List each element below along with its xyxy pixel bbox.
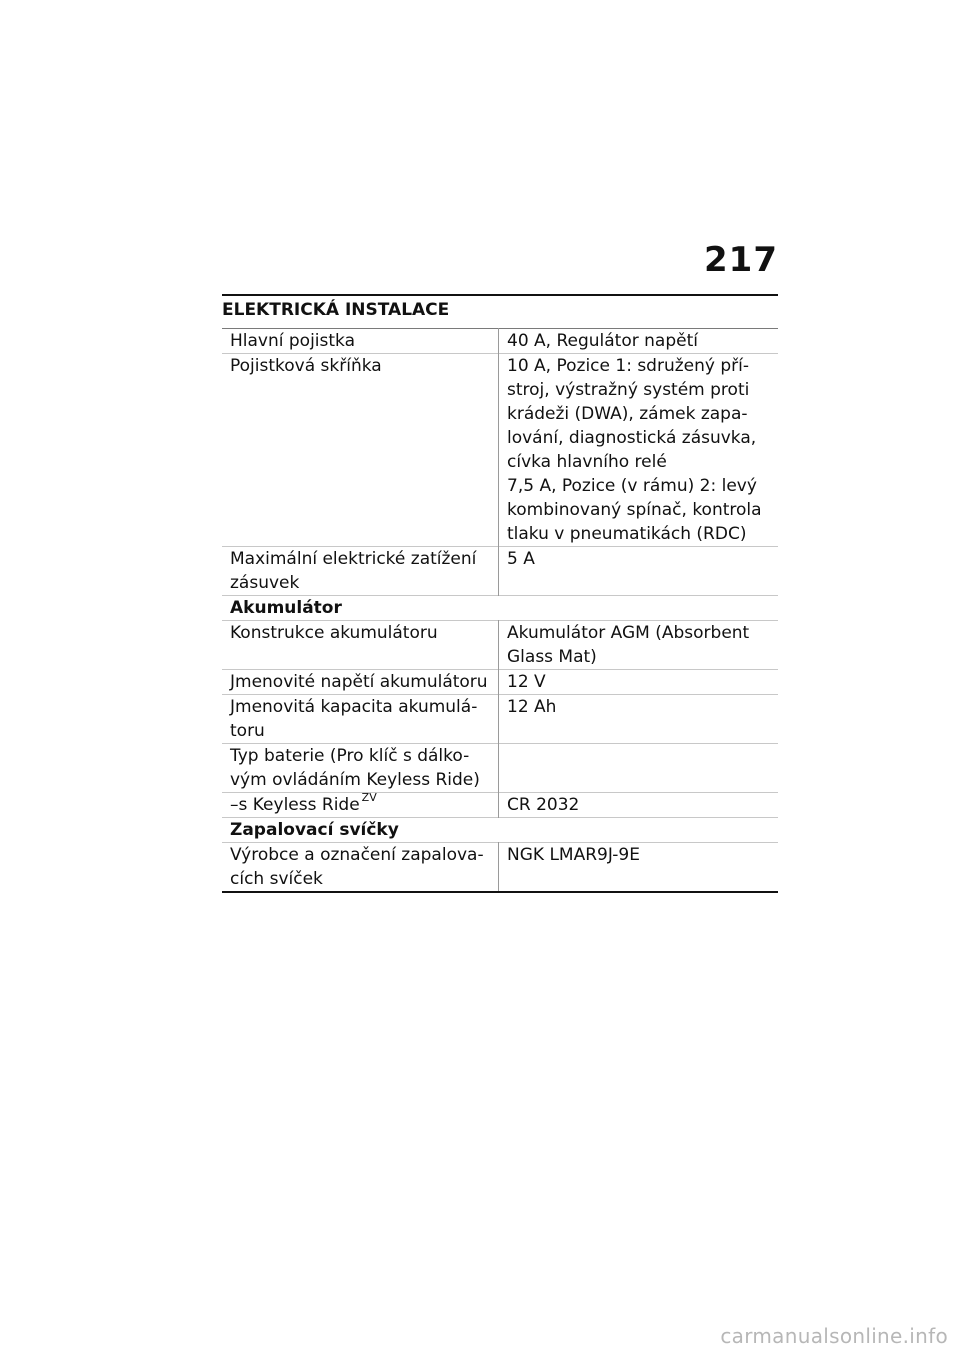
label-text: –s Keyless Ride — [230, 795, 360, 815]
row-label — [222, 695, 499, 744]
page-number: 217 — [704, 240, 778, 280]
row-value: CR 2032 — [499, 793, 779, 818]
group-heading: Akumulátor — [222, 596, 778, 621]
label-line: Jmenovitá kapacita akumulá- — [230, 697, 478, 717]
label-line: cích svíček — [230, 869, 323, 889]
row-label: Hlavní pojistka — [222, 329, 499, 354]
row-label: Jmenovité napětí akumulátoru — [222, 670, 499, 695]
row-value: NGK LMAR9J-9E — [499, 843, 779, 893]
watermark: carmanualsonline.info — [720, 1324, 948, 1348]
table-row-main-fuse — [222, 329, 778, 354]
table-row-spark-plug — [222, 843, 778, 893]
value-line: 7,5 A, Pozice (v rámu) 2: levý — [507, 476, 757, 496]
table-row-fuse-box — [222, 354, 778, 547]
table-row-battery-voltage — [222, 670, 778, 695]
value-line: 10 A, Pozice 1: sdružený pří- — [507, 356, 749, 376]
table-row-key-battery — [222, 744, 778, 793]
row-label — [222, 744, 499, 793]
table-row-keyless — [222, 793, 778, 818]
row-value: 40 A, Regulátor napětí — [499, 329, 779, 354]
table-group-battery — [222, 596, 778, 621]
table-row-battery-capacity — [222, 695, 778, 744]
row-value: 12 Ah — [499, 695, 779, 744]
label-superscript: ZV — [361, 791, 377, 805]
section-title: ELEKTRICKÁ INSTALACE — [222, 300, 450, 320]
label-line: zásuvek — [230, 573, 300, 593]
row-label: Pojistková skříňka — [222, 354, 499, 547]
row-label: Konstrukce akumulátoru — [222, 621, 499, 670]
row-label — [222, 843, 499, 893]
row-label — [222, 547, 499, 596]
value-line: krádeži (DWA), zámek zapa- — [507, 404, 748, 424]
row-value: 12 V — [499, 670, 779, 695]
table-row-max-load — [222, 547, 778, 596]
value-line: Akumulátor AGM (Absorbent — [507, 623, 750, 643]
label-line: Výrobce a označení zapalova- — [230, 845, 484, 865]
header-rule — [222, 294, 778, 296]
label-line: toru — [230, 721, 265, 741]
label-line: Maximální elektrické zatížení — [230, 549, 477, 569]
label-line: vým ovládáním Keyless Ride) — [230, 770, 480, 790]
value-line: lování, diagnostická zásuvka, — [507, 428, 757, 448]
spec-table — [222, 328, 778, 893]
row-value — [499, 621, 779, 670]
value-line: Glass Mat) — [507, 647, 597, 667]
table-group-spark-plugs — [222, 818, 778, 843]
group-heading: Zapalovací svíčky — [222, 818, 778, 843]
value-line: kombinovaný spínač, kontrola — [507, 500, 762, 520]
table-row-battery-type — [222, 621, 778, 670]
row-value — [499, 744, 779, 793]
row-value: 5 A — [499, 547, 779, 596]
row-label — [222, 793, 499, 818]
value-line: cívka hlavního relé — [507, 452, 667, 472]
label-line: Typ baterie (Pro klíč s dálko- — [230, 746, 470, 766]
row-value — [499, 354, 779, 547]
value-line: tlaku v pneumatikách (RDC) — [507, 524, 747, 544]
value-line: stroj, výstražný systém proti — [507, 380, 750, 400]
